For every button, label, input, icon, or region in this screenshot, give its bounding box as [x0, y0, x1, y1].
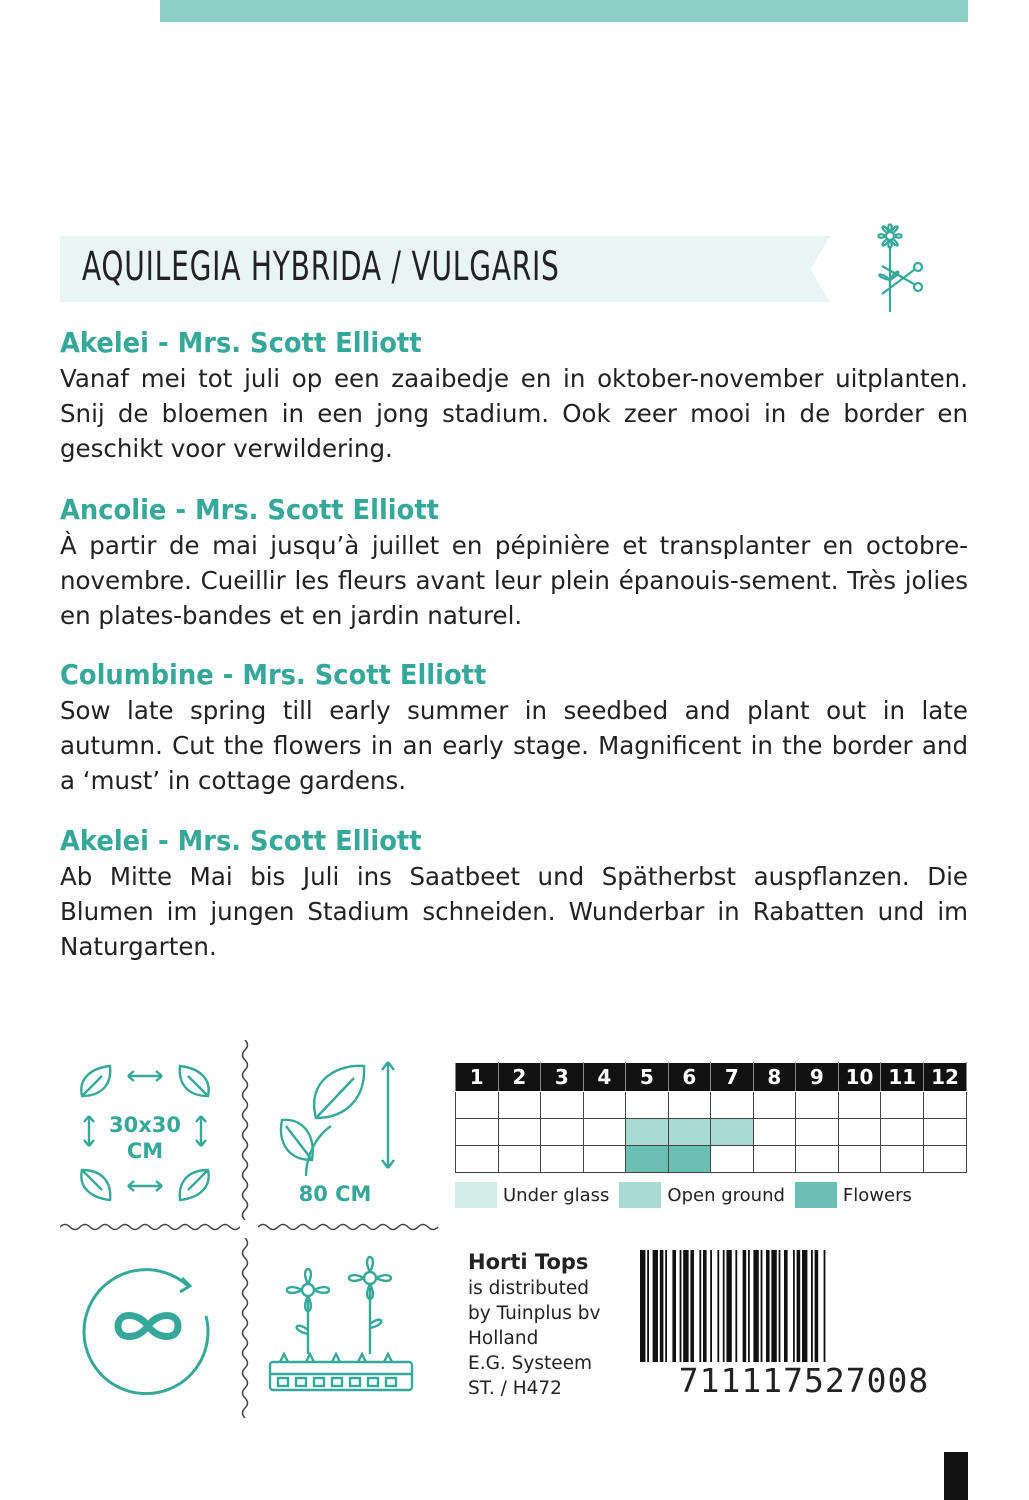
month-label: 9: [796, 1063, 839, 1092]
calendar-cell: [924, 1146, 967, 1173]
seedling-tray-icon: [266, 1250, 416, 1395]
month-label: 5: [626, 1063, 669, 1092]
calendar-cell: [456, 1092, 499, 1119]
month-label: 3: [541, 1063, 584, 1092]
section-heading: Akelei - Mrs. Scott Elliott: [60, 824, 422, 857]
calendar-cell: [753, 1092, 796, 1119]
calendar-cell: [456, 1119, 499, 1146]
calendar-cell: [753, 1119, 796, 1146]
perennial-infinity-icon: [78, 1256, 218, 1396]
calendar-cell: [711, 1119, 754, 1146]
plant-height-icon: [276, 1056, 406, 1181]
wavy-divider: [60, 1220, 240, 1234]
sowing-calendar: [455, 1062, 967, 1173]
calendar-legend: [455, 1182, 922, 1208]
legend-label: Flowers: [842, 1184, 912, 1206]
legend-label: Under glass: [503, 1184, 610, 1206]
wavy-divider: [238, 1238, 252, 1418]
distributor-line: is distributed: [468, 1278, 590, 1299]
calendar-cell: [626, 1119, 669, 1146]
brand-name: Horti Tops: [468, 1250, 589, 1274]
calendar-cell: [924, 1119, 967, 1146]
calendar-cell: [881, 1092, 924, 1119]
calendar-cell: [881, 1119, 924, 1146]
calendar-cell: [796, 1092, 839, 1119]
height-label: 80 CM: [298, 1182, 372, 1206]
calendar-cell: [626, 1146, 669, 1173]
month-label: 2: [498, 1063, 541, 1092]
section-text: Vanaf mei tot juli op een zaaibedje en in oktober-november uitplanten. Snij de bloemen in een jong stadium. Ook zeer mooi in de border en geschikt voor verwildering.: [60, 364, 968, 463]
calendar-row-flowers: [456, 1146, 967, 1173]
distributor-line: by Tuinplus bv: [468, 1303, 601, 1324]
legend-swatch: [619, 1182, 661, 1208]
spacing-value: 30x30: [109, 1113, 181, 1137]
calendar-cell: [456, 1146, 499, 1173]
species-title: AQUILEGIA HYBRIDA / VULGARIS: [82, 244, 560, 290]
section-heading: Ancolie - Mrs. Scott Elliott: [60, 493, 439, 526]
legend-under-glass: [455, 1182, 609, 1208]
section-text: À partir de mai jusqu’à juillet en pépinière et transplanter en octobre-novembre. Cueillir les fleurs avant leur plein épanouis-sement. Très jolies en plates-bandes et en jardin naturel.: [60, 531, 968, 630]
calendar-cell: [924, 1092, 967, 1119]
month-label: 11: [881, 1063, 924, 1092]
section-text: Sow late spring till early summer in seedbed and plant out in late autumn. Cut the flowers in an early stage. Magnificent in the border and a ‘must’ in cottage gardens.: [60, 696, 968, 795]
calendar-cell: [711, 1146, 754, 1173]
calendar-cell: [498, 1119, 541, 1146]
wavy-divider: [258, 1220, 438, 1234]
legend-label: Open ground: [667, 1184, 785, 1206]
spacing-label: [100, 1112, 190, 1164]
section-dutch: [60, 326, 968, 466]
distributor-line: ST. / H472: [468, 1378, 562, 1399]
section-german: [60, 824, 968, 964]
top-color-bar: [160, 0, 968, 22]
month-label: 7: [711, 1063, 754, 1092]
calendar-row-open-ground: [456, 1119, 967, 1146]
calendar-cell: [583, 1092, 626, 1119]
spacing-unit: CM: [126, 1139, 164, 1163]
month-label: 6: [668, 1063, 711, 1092]
section-text: Ab Mitte Mai bis Juli ins Saatbeet und Spätherbst auspflanzen. Die Blumen im jungen Stadium schneiden. Wunderbar in Rabatten und im Naturgarten.: [60, 862, 968, 961]
calendar-cell: [668, 1092, 711, 1119]
legend-swatch: [795, 1182, 837, 1208]
calendar-month-header: [456, 1063, 967, 1092]
month-label: 10: [838, 1063, 881, 1092]
calendar-cell: [541, 1146, 584, 1173]
month-label: 8: [753, 1063, 796, 1092]
calendar-cell: [498, 1092, 541, 1119]
calendar-cell: [881, 1146, 924, 1173]
distributor-line: E.G. Systeem: [468, 1353, 593, 1374]
section-english: [60, 658, 968, 798]
legend-swatch: [455, 1182, 497, 1208]
month-label: 4: [583, 1063, 626, 1092]
distributor-line: Holland: [468, 1328, 539, 1349]
calendar-cell: [626, 1092, 669, 1119]
calendar-cell: [668, 1146, 711, 1173]
print-registration-mark: [944, 1452, 968, 1500]
month-label: 12: [924, 1063, 967, 1092]
section-french: [60, 493, 968, 633]
calendar-cell: [583, 1146, 626, 1173]
calendar-cell: [753, 1146, 796, 1173]
calendar-cell: [498, 1146, 541, 1173]
calendar-cell: [796, 1119, 839, 1146]
legend-flowers: [795, 1182, 912, 1208]
calendar-cell: [668, 1119, 711, 1146]
calendar-cell: [838, 1092, 881, 1119]
month-label: 1: [456, 1063, 499, 1092]
section-heading: Akelei - Mrs. Scott Elliott: [60, 326, 422, 359]
calendar-row-under-glass: [456, 1092, 967, 1119]
cut-flower-icon: [862, 220, 928, 316]
calendar-cell: [711, 1092, 754, 1119]
distributor-info: [468, 1250, 600, 1401]
section-heading: Columbine - Mrs. Scott Elliott: [60, 658, 487, 691]
wavy-divider: [238, 1040, 252, 1220]
calendar-cell: [541, 1119, 584, 1146]
legend-open-ground: [619, 1182, 784, 1208]
calendar-cell: [541, 1092, 584, 1119]
calendar-cell: [838, 1146, 881, 1173]
calendar-cell: [583, 1119, 626, 1146]
barcode-number: 711117527008: [640, 1362, 968, 1400]
calendar-cell: [796, 1146, 839, 1173]
calendar-cell: [838, 1119, 881, 1146]
